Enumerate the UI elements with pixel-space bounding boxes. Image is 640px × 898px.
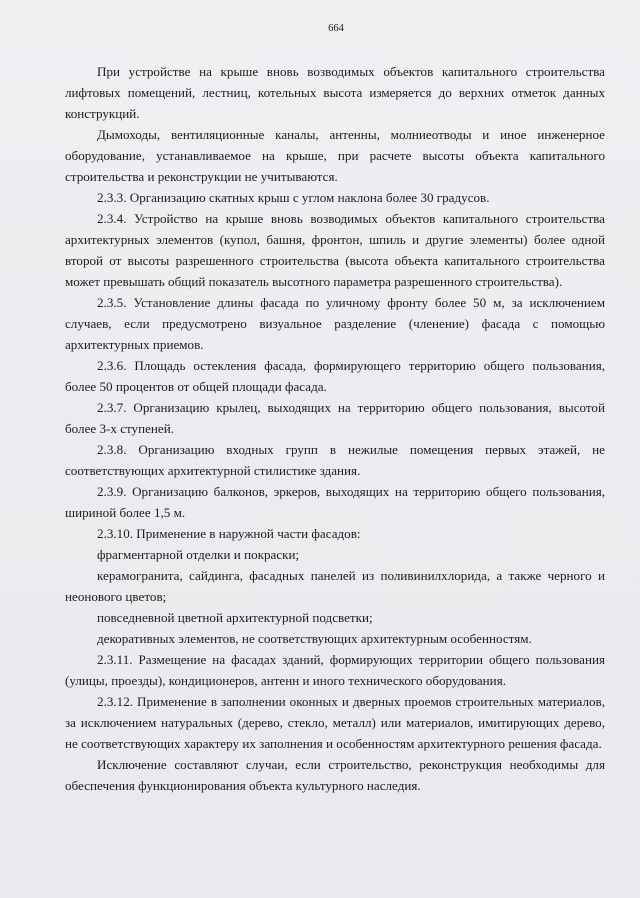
paragraph-2-3-3: 2.3.3. Организацию скатных крыш с углом наклона более 30 градусов. xyxy=(97,190,490,205)
paragraph-chimneys: Дымоходы, вентиляционные каналы, антенны, молниеотводы и иное инженерное оборудование, устанавливаемое на крыше, при расчете высоты объекта капитального строительства и реконструкции не учитываются. xyxy=(65,127,605,184)
paragraph-2-3-6: 2.3.6. Площадь остекления фасада, формирующего территорию общего пользования, более 50 процентов от общей площади фасада. xyxy=(65,358,605,394)
paragraph-elevator-height: При устройстве на крыше вновь возводимых объектов капитального строительства лифтовых помещений, лестниц, котельных высота измеряется до верхних отметок данных конструкций. xyxy=(65,64,605,121)
paragraph-2-3-4: 2.3.4. Устройство на крыше вновь возводимых объектов капитального строительства архитектурных элементов (купол, башня, фронтон, шпиль и другие элементы) более одной второй от высоты разрешенного строительства (высота объекта капитального строительства может превышать общий показатель высотного параметра разрешенного строительства). xyxy=(65,211,605,289)
paragraph-2-3-9: 2.3.9. Организацию балконов, эркеров, выходящих на территорию общего пользования, шириной более 1,5 м. xyxy=(65,484,605,520)
paragraph-exception: Исключение составляют случаи, если строительство, реконструкция необходимы для обеспечения функционирования объекта культурного наследия. xyxy=(65,757,605,793)
paragraph-2-3-10: 2.3.10. Применение в наружной части фасадов: xyxy=(97,526,361,541)
page-number: 664 xyxy=(328,23,344,34)
paragraph-2-3-11: 2.3.11. Размещение на фасадах зданий, формирующих территории общего пользования (улицы, проезды), кондиционеров, антенн и иного технического оборудования. xyxy=(65,652,605,688)
paragraph-2-3-8: 2.3.8. Организацию входных групп в нежилые помещения первых этажей, не соответствующих архитектурной стилистике здания. xyxy=(65,442,605,478)
list-item-color-lighting: повседневной цветной архитектурной подсветки; xyxy=(97,610,373,625)
document-body xyxy=(65,61,605,796)
list-item-porcelain-siding: керамогранита, сайдинга, фасадных панелей из поливинилхлорида, а также черного и неонового цветов; xyxy=(65,568,605,604)
list-item-decorative-elements: декоративных элементов, не соответствующих архитектурным особенностям. xyxy=(97,631,532,646)
paragraph-2-3-12: 2.3.12. Применение в заполнении оконных и дверных проемов строительных материалов, за исключением натуральных (дерево, стекло, металл) или материалов, имитирующих дерево, не соответствующих характеру их заполнения и особенностям архитектурного решения фасада. xyxy=(65,694,605,751)
paragraph-2-3-7: 2.3.7. Организацию крылец, выходящих на территорию общего пользования, высотой более 3-х ступеней. xyxy=(65,400,605,436)
paragraph-2-3-5: 2.3.5. Установление длины фасада по уличному фронту более 50 м, за исключением случаев, если предусмотрено визуальное разделение (членение) фасада с помощью архитектурных приемов. xyxy=(65,295,605,352)
list-item-fragmentary-finish: фрагментарной отделки и покраски; xyxy=(97,547,300,562)
